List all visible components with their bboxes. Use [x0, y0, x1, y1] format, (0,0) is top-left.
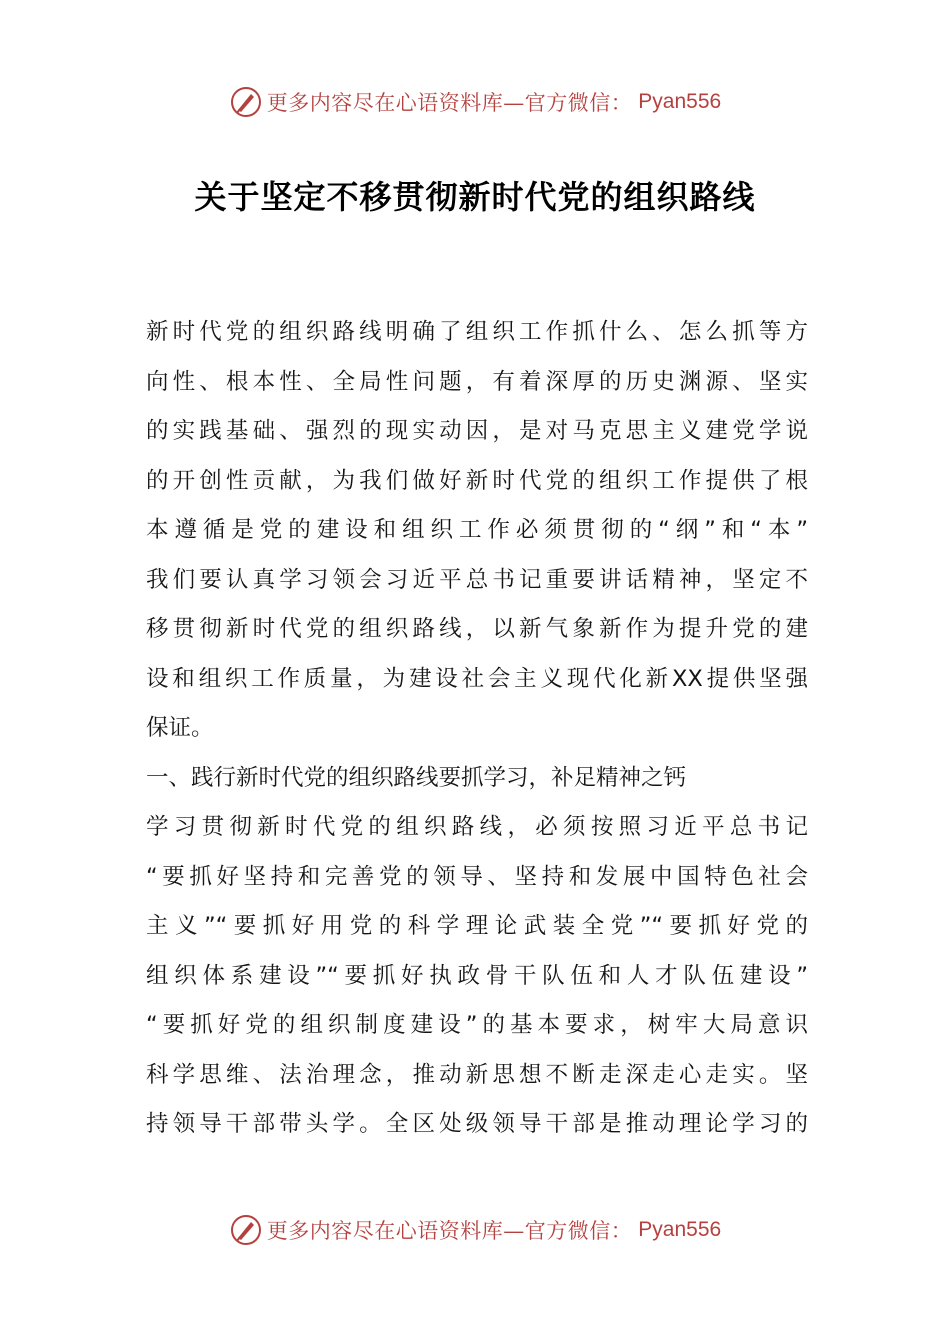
text-line: 保证。	[146, 715, 214, 741]
document-title: 关于坚定不移贯彻新时代党的组织路线	[194, 178, 756, 216]
text-line: 的实践基础、强烈的现实动因，是对马克思主义建党学说	[146, 418, 808, 444]
text-line: 本遵循是党的建设和组织工作必须贯彻的“纲”和“本”	[146, 517, 808, 543]
text-line: 的开创性贡献，为我们做好新时代党的组织工作提供了根	[146, 467, 808, 494]
text-line: 主义”“要抓好用党的科学理论武装全党”“要抓好党的	[146, 913, 808, 939]
text-line: 移贯彻新时代党的组织路线，以新气象新作为提升党的建	[146, 616, 808, 642]
watermark-text: 更多内容尽在心语资料库—官方微信：	[266, 1219, 633, 1243]
footer-watermark	[0, 1210, 950, 1250]
text-line: “要抓好坚持和完善党的领导、坚持和发展中国特色社会	[146, 863, 808, 890]
text-line: 新时代党的组织路线明确了组织工作抓什么、怎么抓等方	[146, 319, 808, 345]
text-line: 设和组织工作质量，为建设社会主义现代化新XX提供坚强	[146, 665, 808, 692]
text-line: 我们要认真学习领会习近平总书记重要讲话精神，坚定不	[146, 566, 808, 593]
watermark-handle: Pyan556	[638, 90, 722, 113]
quill-pen-icon	[229, 1213, 263, 1247]
text-line: 科学思维、法治理念，推动新思想不断走深走心走实。坚	[146, 1061, 808, 1088]
watermark-handle: Pyan556	[638, 1218, 722, 1241]
section-heading: 一、践行新时代党的组织路线要抓学习，补足精神之钙	[146, 764, 687, 791]
text-line: 向性、根本性、全局性问题，有着深厚的历史渊源、坚实	[146, 368, 808, 395]
text-line: 持领导干部带头学。全区处级领导干部是推动理论学习的	[146, 1111, 808, 1137]
text-line: 组织体系建设”“要抓好执政骨干队伍和人才队伍建设”	[146, 962, 808, 989]
text-line: “要抓好党的组织制度建设”的基本要求，树牢大局意识	[146, 1012, 808, 1038]
quill-pen-icon	[229, 85, 263, 119]
text-line: 学习贯彻新时代党的组织路线，必须按照习近平总书记	[146, 814, 808, 840]
header-watermark	[0, 82, 950, 122]
watermark-text: 更多内容尽在心语资料库—官方微信：	[266, 91, 633, 115]
document-body	[146, 308, 808, 1150]
